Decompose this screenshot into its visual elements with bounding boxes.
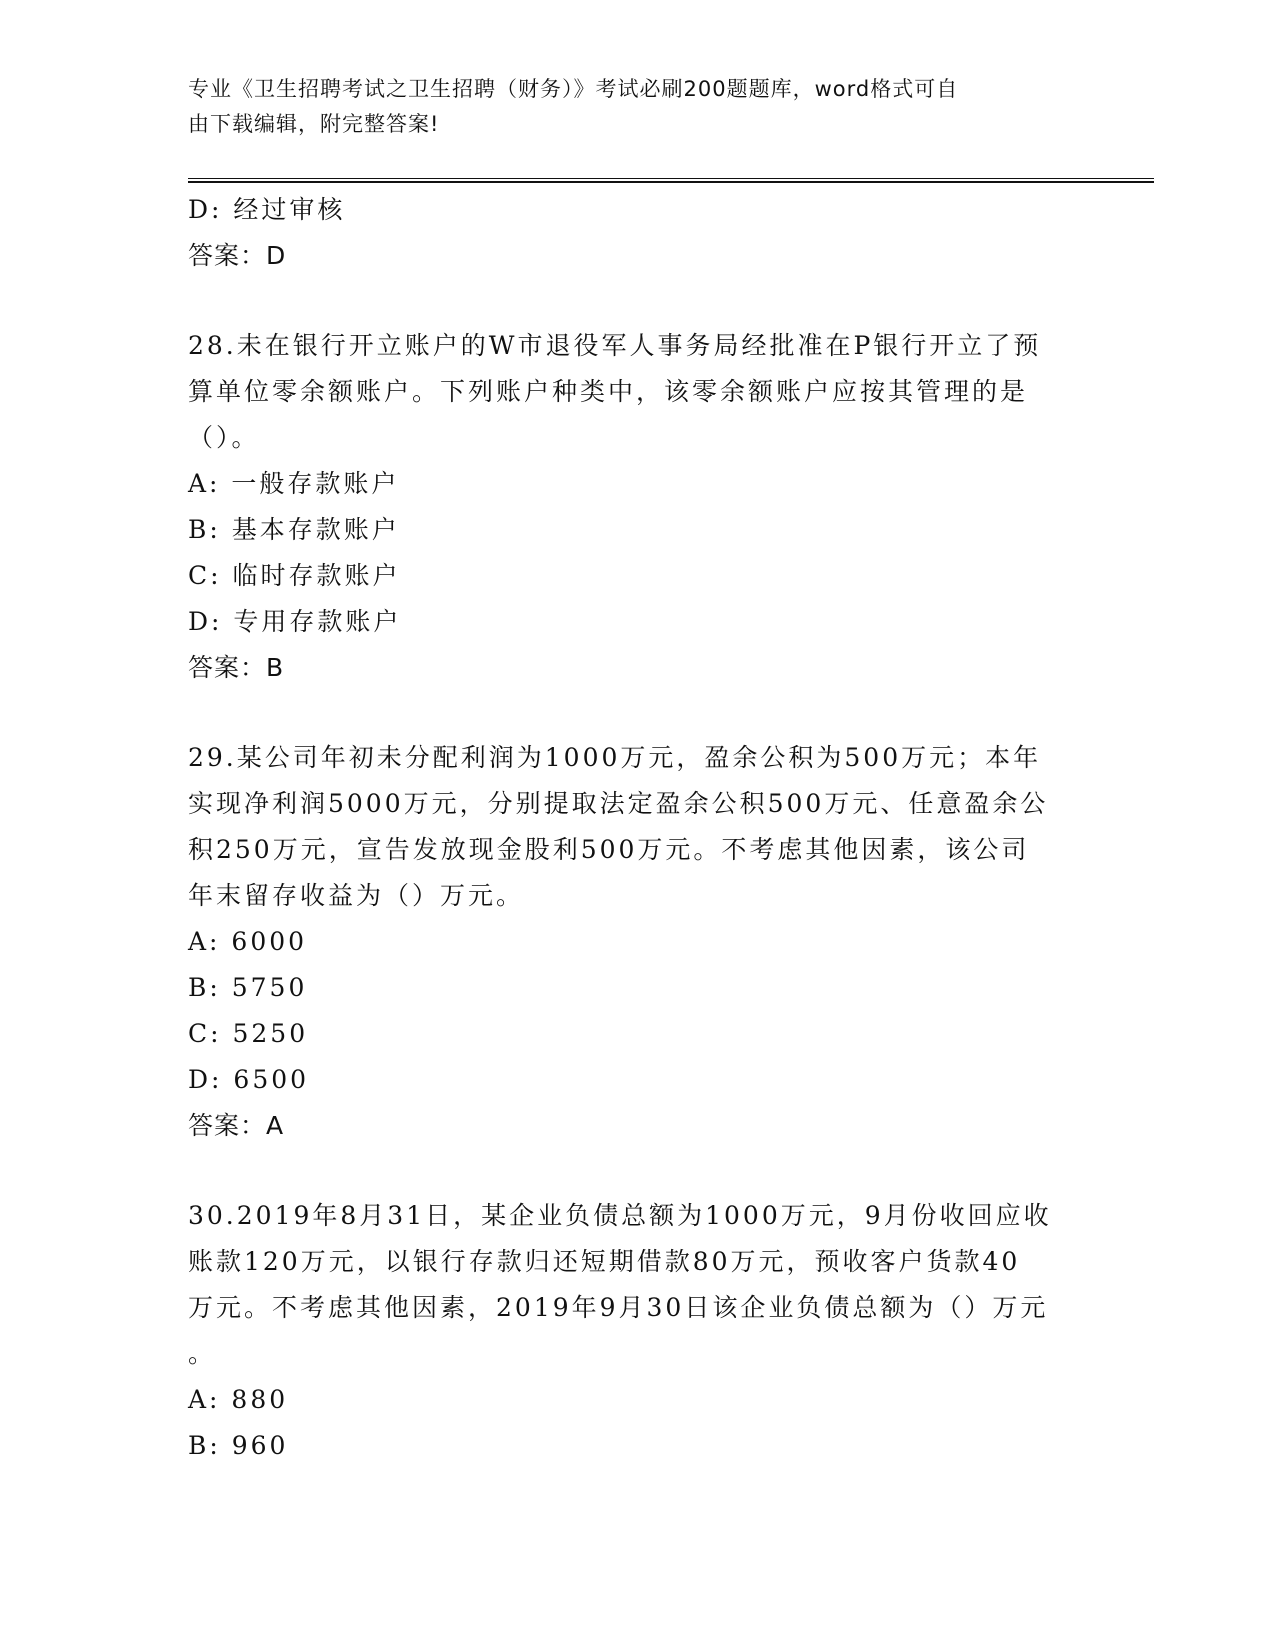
document-body — [188, 187, 1088, 1469]
option-b: B: 基本存款账户 — [188, 515, 400, 544]
option-a: A: 6000 — [188, 927, 308, 956]
header-divider — [188, 178, 1154, 183]
question-text-line: 。 — [188, 1339, 217, 1368]
option-c: C: 临时存款账户 — [188, 561, 401, 590]
question-text-line: 年末留存收益为（）万元。 — [188, 881, 525, 910]
question-text-line: 实现净利润5000万元，分别提取法定盈余公积500万元、任意盈余公 — [188, 789, 1049, 818]
prev-answer: 答案：D — [188, 241, 287, 270]
question-29 — [188, 735, 1088, 1149]
header-line-1: 专业《卫生招聘考试之卫生招聘（财务）》考试必刷200题题库，word格式可自 — [188, 77, 959, 101]
option-a: A: 880 — [188, 1385, 289, 1414]
prev-option-d: D: 经过审核 — [188, 195, 346, 224]
header-line-2: 由下载编辑，附完整答案! — [188, 112, 440, 136]
option-a: A: 一般存款账户 — [188, 469, 400, 498]
question-30 — [188, 1193, 1088, 1469]
option-b: B: 960 — [188, 1431, 289, 1460]
option-d: D: 专用存款账户 — [188, 607, 402, 636]
page-header — [188, 72, 1068, 142]
question-text-line: （）。 — [188, 423, 260, 452]
question-text-line: 30.2019年8月31日，某企业负债总额为1000万元，9月份收回应收 — [188, 1201, 1052, 1230]
question-text-line: 28.未在银行开立账户的W市退役军人事务局经批准在P银行开立了预 — [188, 331, 1042, 360]
answer: 答案：A — [188, 1111, 285, 1140]
question-text-line: 算单位零余额账户。下列账户种类中，该零余额账户应按其管理的是 — [188, 377, 1029, 406]
question-text-line: 29.某公司年初未分配利润为1000万元，盈余公积为500万元；本年 — [188, 743, 1042, 772]
question-text-line: 万元。不考虑其他因素，2019年9月30日该企业负债总额为（）万元 — [188, 1293, 1049, 1322]
question-28 — [188, 323, 1088, 691]
option-c: C: 5250 — [188, 1019, 309, 1048]
option-b: B: 5750 — [188, 973, 308, 1002]
question-text-line: 积250万元，宣告发放现金股利500万元。不考虑其他因素，该公司 — [188, 835, 1030, 864]
question-text-line: 账款120万元，以银行存款归还短期借款80万元，预收客户货款40 — [188, 1247, 1021, 1276]
answer: 答案：B — [188, 653, 285, 682]
option-d: D: 6500 — [188, 1065, 310, 1094]
